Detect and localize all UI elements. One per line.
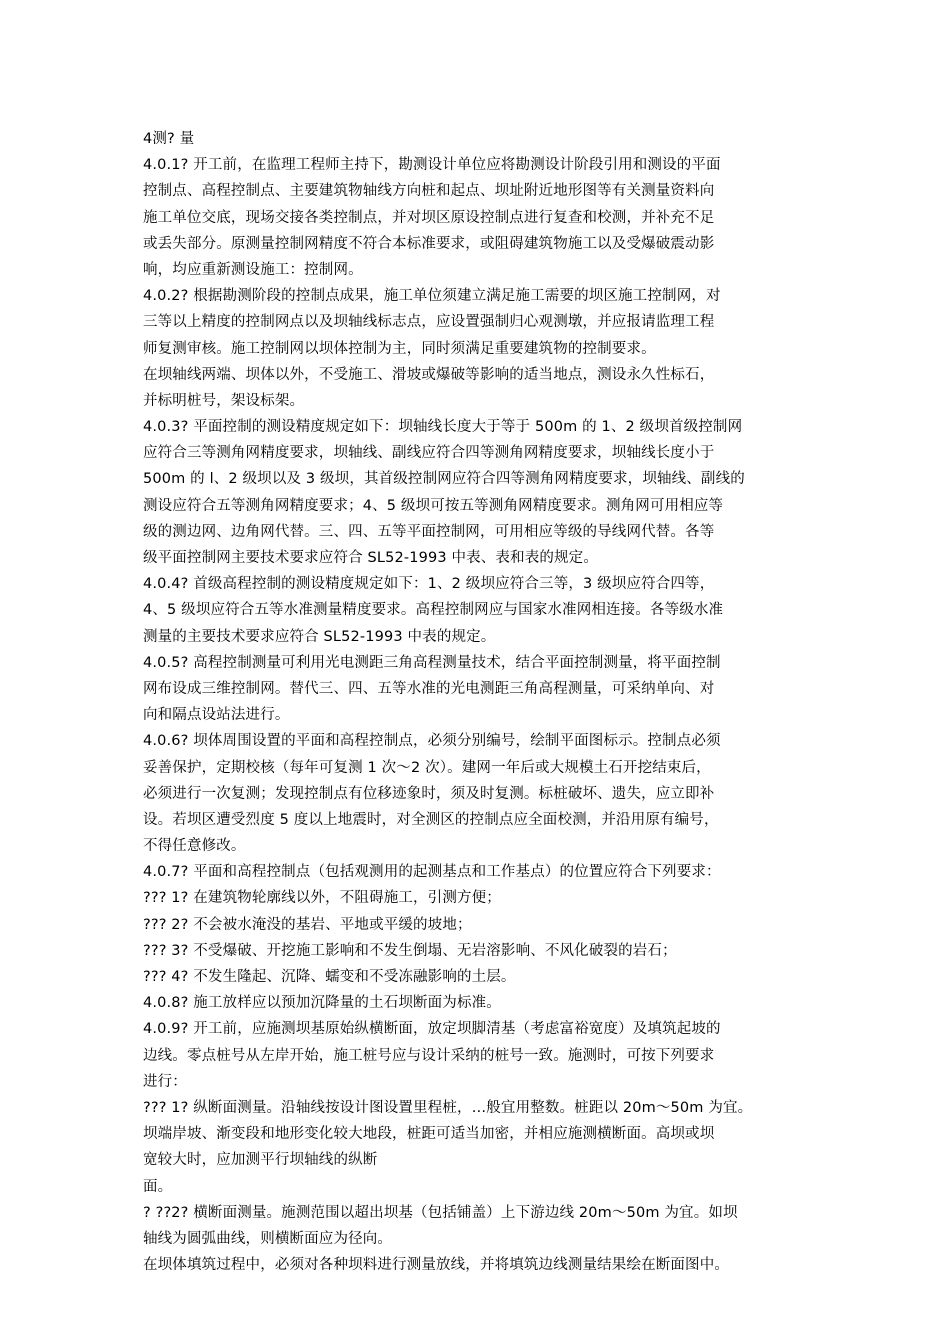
text-line: 进行：	[143, 1073, 187, 1090]
section-heading: 4测? 量	[143, 131, 195, 147]
text-line: 面。	[143, 1178, 173, 1195]
text-line: 在坝轴线两端、坝体以外，不受施工、滑坡或爆破等影响的适当地点，测设永久性标石，	[143, 366, 715, 383]
text-line: 向和隔点设站法进行。	[143, 707, 290, 724]
text-line: 不得任意修改。	[143, 838, 246, 855]
text-line: 边线。零点桩号从左岸开始，施工桩号应与设计采纳的桩号一致。施测时，可按下列要求	[143, 1047, 715, 1064]
text-line: 4.0.2? 根据勘测阶段的控制点成果，施工单位须建立满足施工需要的坝区施工控制网，对	[143, 288, 721, 305]
text-line: 或丢失部分。原测量控制网精度不符合本标准要求，或阻碍建筑物施工以及受爆破震动影	[143, 235, 715, 252]
text-line: 在坝体填筑过程中，必须对各种坝料进行测量放线，并将填筑边线测量结果绘在断面图中。	[143, 1257, 729, 1274]
text-line: 必须进行一次复测；发现控制点有位移迹象时，须及时复测。标桩破坏、遗失，应立即补	[143, 785, 715, 802]
text-line: 师复测审核。施工控制网以坝体控制为主，同时须满足重要建筑物的控制要求。	[143, 340, 656, 357]
text-line: 测量的主要技术要求应符合 SL52-1993 中表的规定。	[143, 628, 496, 645]
text-line: 宽较大时，应加测平行坝轴线的纵断	[143, 1152, 378, 1169]
text-line: ??? 2? 不会被水淹没的基岩、平地或平缓的坡地；	[143, 916, 472, 933]
text-line: 坝端岸坡、渐变段和地形变化较大地段，桩距可适当加密，并相应施测横断面。高坝或坝	[143, 1126, 715, 1143]
text-line: 妥善保护，定期校核（每年可复测 1 次～2 次）。建网一年后或大规模土石开挖结束后，	[143, 759, 711, 776]
text-line: ??? 1? 在建筑物轮廓线以外，不阻碍施工，引测方便；	[143, 890, 501, 907]
text-line: 控制点、高程控制点、主要建筑物轴线方向桩和起点、坝址附近地形图等有关测量资料向	[143, 183, 715, 200]
text-line: 4、5 级坝应符合五等水准测量精度要求。高程控制网应与国家水准网相连接。各等级水准	[143, 602, 724, 619]
text-line: 500m 的 l、2 级坝以及 3 级坝，其首级控制网应符合四等测角网精度要求，坝轴线、副线的	[143, 471, 745, 488]
text-line: 4.0.8? 施工放样应以预加沉降量的土石坝断面为标准。	[143, 995, 501, 1012]
text-line: 施工单位交底，现场交接各类控制点，并对坝区原设控制点进行复查和校测，并补充不足	[143, 209, 715, 226]
text-line: 4.0.1? 开工前，在监理工程师主持下，勘测设计单位应将勘测设计阶段引用和测设的平面	[143, 157, 721, 174]
text-line: 4.0.4? 首级高程控制的测设精度规定如下：1、2 级坝应符合三等，3 级坝应符合四等，	[143, 576, 715, 593]
text-line: 4.0.6? 坝体周围设置的平面和高程控制点，必须分别编号，绘制平面图标示。控制点必须	[143, 733, 721, 750]
text-line: 设。若坝区遭受烈度 5 度以上地震时，对全测区的控制点应全面校测，并沿用原有编号，	[143, 811, 719, 828]
text-line: ??? 1? 纵断面测量。沿轴线按设计图设置里程桩，…般宜用整数。桩距以 20m～50m 为宜。	[143, 1099, 753, 1116]
text-line: 三等以上精度的控制网点以及坝轴线标志点，应设置强制归心观测墩，并应报请监理工程	[143, 314, 715, 331]
text-line: ? ??2? 横断面测量。施测范围以超出坝基（包括铺盖）上下游边线 20m～50m 为宜。如坝	[143, 1204, 738, 1221]
text-line: 4.0.7? 平面和高程控制点（包括观测用的起测基点和工作基点）的位置应符合下列要求：	[143, 864, 721, 881]
text-line: 级的测边网、边角网代替。三、四、五等平面控制网，可用相应等级的导线网代替。各等	[143, 523, 715, 540]
text-line: 4.0.9? 开工前，应施测坝基原始纵横断面，放定坝脚清基（考虑富裕宽度）及填筑起坡的	[143, 1021, 721, 1038]
text-line: 应符合三等测角网精度要求，坝轴线、副线应符合四等测角网精度要求，坝轴线长度小于	[143, 445, 715, 462]
document-body	[143, 126, 823, 1278]
text-line: 级平面控制网主要技术要求应符合 SL52-1993 中表、表和表的规定。	[143, 550, 598, 566]
text-line: 轴线为圆弧曲线，则横断面应为径向。	[143, 1230, 393, 1247]
text-line: 测设应符合五等测角网精度要求；4、5 级坝可按五等测角网精度要求。测角网可用相应等	[143, 497, 724, 514]
text-line: ??? 3? 不受爆破、开挖施工影响和不发生倒塌、无岩溶影响、不风化破裂的岩石；	[143, 942, 677, 959]
text-line: 响，均应重新测设施工：控制网。	[143, 261, 363, 278]
text-line: 4.0.3? 平面控制的测设精度规定如下：坝轴线长度大于等于 500m 的 1、2 级坝首级控制网	[143, 419, 743, 436]
text-line: 4.0.5? 高程控制测量可利用光电测距三角高程测量技术，结合平面控制测量，将平面控制	[143, 654, 721, 671]
text-line: ??? 4? 不发生隆起、沉降、蠕变和不受冻融影响的土层。	[143, 969, 516, 985]
text-line: 并标明桩号，架设标架。	[143, 392, 305, 409]
text-line: 网布设成三维控制网。替代三、四、五等水准的光电测距三角高程测量，可采纳单向、对	[143, 680, 715, 697]
